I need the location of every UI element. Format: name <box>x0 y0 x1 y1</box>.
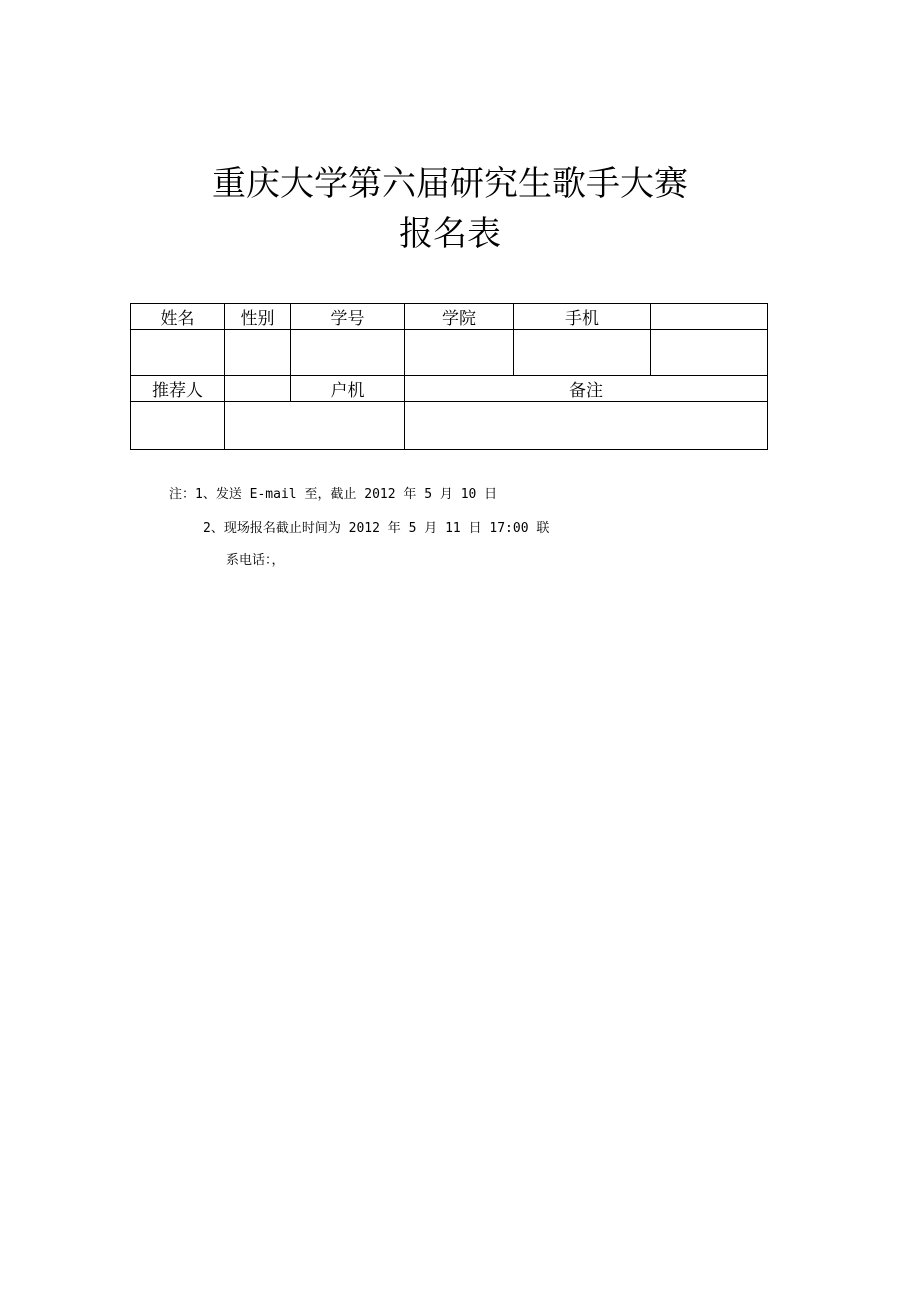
secondary-header-row <box>131 376 768 402</box>
secondary-input-row <box>131 402 768 450</box>
table-header-row <box>131 304 768 330</box>
household-phone-cell[interactable] <box>225 402 405 450</box>
header-student-id: 学号 <box>291 304 405 330</box>
form-subtitle: 报名表 <box>399 214 501 254</box>
extra-cell[interactable] <box>651 330 768 376</box>
input-row <box>131 330 768 376</box>
header-gender: 性别 <box>225 304 291 330</box>
mobile-cell[interactable] <box>514 330 651 376</box>
header-recommender: 推荐人 <box>131 376 225 402</box>
header-remarks: 备注 <box>405 376 768 402</box>
recommender-cell[interactable] <box>131 402 225 450</box>
header-blank-2 <box>225 376 291 402</box>
student-id-cell[interactable] <box>291 330 405 376</box>
note-line-2: 2、现场报名截止时间为 2012 年 5 月 11 日 17:00 联 <box>203 521 550 536</box>
header-blank <box>651 304 768 330</box>
header-name: 姓名 <box>131 304 225 330</box>
gender-cell[interactable] <box>225 330 291 376</box>
registration-table <box>130 303 768 450</box>
note-line-3: 系电话：， <box>226 553 285 568</box>
remarks-cell[interactable] <box>405 402 768 450</box>
header-college: 学院 <box>405 304 514 330</box>
note-line-1: 注：1、发送 E-mail 至，截止 2012 年 5 月 10 日 <box>169 487 498 502</box>
form-title: 重庆大学第六届研究生歌手大赛 <box>212 164 688 204</box>
name-cell[interactable] <box>131 330 225 376</box>
header-mobile: 手机 <box>514 304 651 330</box>
college-cell[interactable] <box>405 330 514 376</box>
header-household-phone: 户机 <box>291 376 405 402</box>
